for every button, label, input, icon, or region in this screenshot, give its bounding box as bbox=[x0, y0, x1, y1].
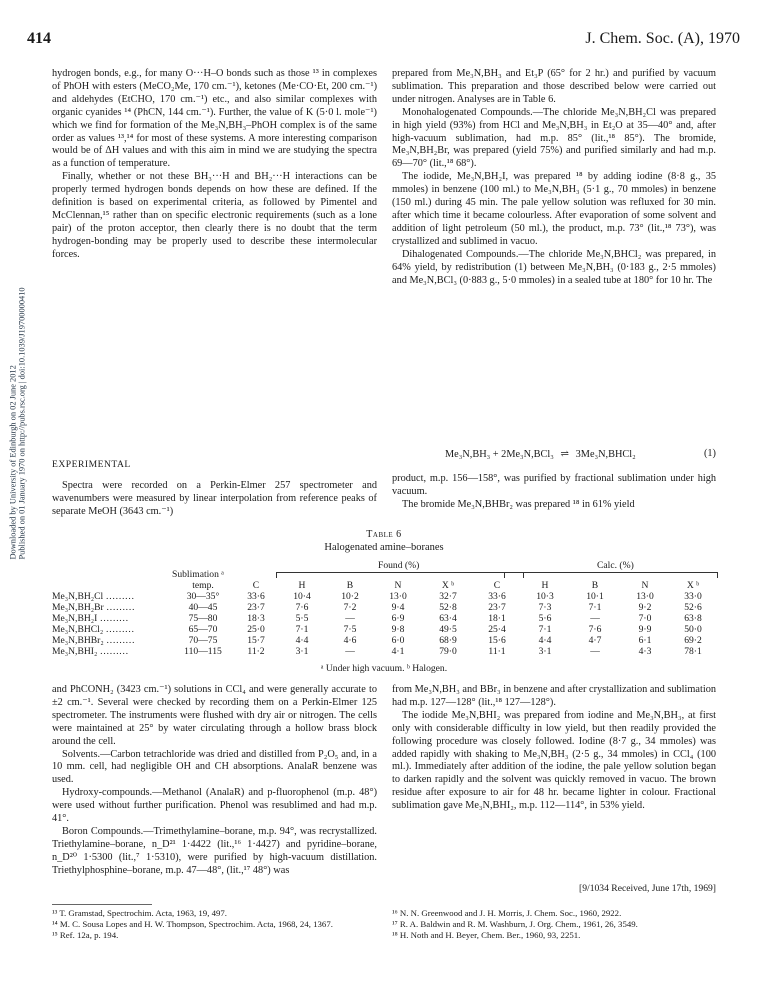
compound-cell: Me₃N,BH₂I ……… bbox=[52, 613, 129, 624]
col-header: N bbox=[394, 580, 402, 591]
calc-cell: 15·6 bbox=[488, 635, 506, 646]
compound-cell: Me₃N,BHBr₂ ……… bbox=[52, 635, 135, 646]
footnote: ¹³ T. Gramstad, Spectrochim. Acta, 1963, 19, 497. bbox=[52, 908, 227, 918]
temp-cell: 75—80 bbox=[188, 613, 218, 624]
found-cell: 4·1 bbox=[391, 646, 405, 657]
calc-brace bbox=[504, 572, 718, 578]
found-cell: 33·6 bbox=[247, 591, 265, 602]
paragraph: The iodide, Me₃N,BH₂I, was prepared ¹⁸ by adding iodine (8·8 g., 35 mmoles) in benzene (100 ml.) to Me₃N,BH₃ (5·1 g., 70 mmoles) in benzene (150 ml.) during 45 min. The pale yellow solution was refluxed for 30 min. after which time it became colourless. After evaporation of some solvent and addition of light petroleum (50 ml.), the product, m.p. 73° (lit.,¹⁸ 73°), was crystallized and sublimed in vacuo. bbox=[392, 171, 716, 247]
compound-cell: Me₃N,BHCl₂ ……… bbox=[52, 624, 135, 635]
footnote: ¹⁵ Ref. 12a, p. 194. bbox=[52, 930, 119, 940]
paragraph: Solvents.—Carbon tetrachloride was dried and distilled from P₂O₅ and, in a 10 mm. cell, had negligible OH and CH absorptions. AnalaR benzene was used. bbox=[52, 748, 377, 786]
footnote-rule bbox=[52, 904, 152, 905]
paragraph: Boron Compounds.—Trimethylamine–borane, m.p. 94°, was recrystallized. Triethylamine–borane, n_D²¹ 1·4422 (lit.,¹⁶ 1·4427) and pyridine–borane, n_D²⁰ 1·5300 (lit.,⁷ 1·5310), were purified by high-vacuum distillation. Triethylphosphine–borane, m.p. 47—48°, (lit.,¹⁷ 48°) was bbox=[52, 825, 377, 876]
right-column-mid bbox=[392, 473, 716, 512]
calc-cell: 9·2 bbox=[638, 602, 652, 613]
table-row bbox=[52, 624, 716, 635]
found-cell: 63·4 bbox=[439, 613, 457, 624]
col-header: X ᵇ bbox=[686, 580, 700, 591]
found-cell: 7·2 bbox=[343, 602, 357, 613]
table-row bbox=[52, 602, 716, 613]
right-column-top bbox=[392, 68, 716, 287]
found-cell: 13·0 bbox=[389, 591, 407, 602]
paragraph: The iodide Me₃N,BHI₂ was prepared from iodine and Me₃N,BH₃, at first only with considerable difficulty in low yield, but then readily provided the following procedure was closely followed. Iodine (8·7 g., 34 mmoles) was added rapidly with shaking to Me₃N,BH₃ (2·5 g., 34 mmoles) in CCl₄ (100 ml.). Immediately after addition of the iodine, the pale yellow solution began to darken rapidly and the solvent was quickly removed in vacuo. The brown residue after exposure to air for 48 hr. became lighter in colour. Fractional sublimation gave Me₃N,BHI₂, m.p. 112—114°, in 53% yield. bbox=[392, 709, 716, 812]
temp-cell: 110—115 bbox=[184, 646, 222, 657]
found-cell: 4·4 bbox=[295, 635, 309, 646]
found-cell: 9·8 bbox=[391, 624, 405, 635]
paragraph: Monohalogenated Compounds.—The chloride Me₃N,BH₂Cl was prepared in high yield (93%) from HCl and Me₃N,BH₃ in Et₂O at 35—40° and, after high-vacuum sublimation, had m.p. 85° (lit.,¹⁸ 85°). The bromide, Me₃N,BH₂Br, was prepared (yield 75%) and purified similarly and had m.p. 69—70° (lit.,¹⁸ 68°). bbox=[392, 106, 716, 170]
data-table bbox=[52, 580, 716, 657]
calc-cell: 10·3 bbox=[536, 591, 554, 602]
table-title: Halogenated amine–boranes bbox=[324, 542, 444, 553]
calc-cell: 33·0 bbox=[684, 591, 702, 602]
sidebar-published: Published on 01 January 1970 on http://pubs.rsc.org | doi:10.1039/J19700000410 bbox=[17, 287, 27, 560]
col-header: N bbox=[641, 580, 649, 591]
found-cell: — bbox=[345, 613, 355, 624]
footnotes-left bbox=[52, 908, 377, 941]
page-number: 414 bbox=[27, 30, 51, 47]
equilibrium-arrow-icon: ⇌ bbox=[560, 449, 570, 460]
found-cell: 6·9 bbox=[391, 613, 405, 624]
table-row bbox=[52, 646, 716, 657]
table-row bbox=[52, 591, 716, 602]
calc-cell: 50·0 bbox=[684, 624, 702, 635]
table-header-row bbox=[52, 580, 716, 591]
received-date: [9/1034 Received, June 17th, 1969] bbox=[579, 883, 716, 894]
calc-cell: 23·7 bbox=[488, 602, 506, 613]
compound-cell: Me₃N,BH₂Br ……… bbox=[52, 602, 135, 613]
calc-cell: 11·1 bbox=[488, 646, 506, 657]
temp-cell: 70—75 bbox=[188, 635, 218, 646]
found-cell: 52·8 bbox=[439, 602, 457, 613]
footnote: ¹⁶ N. N. Greenwood and J. H. Morris, J. Chem. Soc., 1960, 2922. bbox=[392, 908, 622, 918]
experimental-heading: EXPERIMENTAL bbox=[52, 459, 131, 470]
paragraph: prepared from Me₃N,BH₃ and Et₃P (65° for 2 hr.) and purified by vacuum sublimation. This preparation and those described below were carried out under nitrogen. Analyses are in Table 6. bbox=[392, 68, 716, 105]
table-footnote: ᵃ Under high vacuum. ᵇ Halogen. bbox=[320, 663, 448, 674]
calc-cell: — bbox=[590, 646, 600, 657]
calc-cell: 4·3 bbox=[638, 646, 652, 657]
found-cell: — bbox=[345, 646, 355, 657]
left-column-bottom bbox=[52, 684, 377, 878]
paragraph: Finally, whether or not these BH₃···H and BH₂···H interactions can be properly termed hydrogen bonds depends on how these are defined. If the definition is based on experimental criteria, as followed by Pimentel and McClennan,¹⁵ rather than on specific electronic requirements (such as a lone pair) of the proton acceptor, then clearly there is no doubt that the term hydrogen-bonding may be properly used to describe these intermolecular forces. bbox=[52, 171, 377, 260]
equation-lhs: Me₃N,BH₃ + 2Me₃N,BCl₃ bbox=[445, 449, 554, 460]
table-label: Table 6 bbox=[366, 529, 402, 540]
found-cell: 9·4 bbox=[391, 602, 405, 613]
col-header: C bbox=[493, 580, 501, 591]
found-cell: 6·0 bbox=[391, 635, 405, 646]
equation-rhs: 3Me₃N,BHCl₂ bbox=[575, 449, 636, 460]
footnotes-right bbox=[392, 908, 716, 941]
paragraph: Spectra were recorded on a Perkin-Elmer 257 spectrometer and wavenumbers were measured by linear interpolation from reference peaks of separate MeOH (3643 cm.⁻¹) bbox=[52, 479, 377, 517]
paragraph: The bromide Me₃N,BHBr₂ was prepared ¹⁸ in 61% yield bbox=[402, 498, 635, 510]
calc-cell: — bbox=[590, 613, 600, 624]
compound-cell: Me₃N,BHI₂ ……… bbox=[52, 646, 129, 657]
found-header: Found (%) bbox=[378, 560, 420, 571]
found-cell: 18·3 bbox=[247, 613, 265, 624]
calc-cell: 52·6 bbox=[684, 602, 702, 613]
calc-cell: 6·1 bbox=[638, 635, 652, 646]
temp-cell: 40—45 bbox=[188, 602, 218, 613]
col-header: H bbox=[541, 580, 549, 591]
found-cell: 11·2 bbox=[247, 646, 265, 657]
sublimation-header: Sublimation ᵃ bbox=[172, 569, 224, 580]
calc-cell: 10·1 bbox=[586, 591, 604, 602]
calc-cell: 78·1 bbox=[684, 646, 702, 657]
found-cell: 7·6 bbox=[295, 602, 309, 613]
right-column-bottom bbox=[392, 684, 716, 813]
calc-cell: 7·1 bbox=[588, 602, 602, 613]
temp-cell: 30—35° bbox=[186, 591, 220, 602]
calc-cell: 7·0 bbox=[638, 613, 652, 624]
table-row bbox=[52, 613, 716, 624]
found-cell: 25·0 bbox=[247, 624, 265, 635]
calc-cell: 25·4 bbox=[488, 624, 506, 635]
paragraph: product, m.p. 156—158°, was purified by fractional sublimation under high vacuum. bbox=[392, 473, 716, 497]
calc-cell: 13·0 bbox=[636, 591, 654, 602]
calc-cell: 5·6 bbox=[538, 613, 552, 624]
compound-cell: Me₃N,BH₂Cl ……… bbox=[52, 591, 135, 602]
found-cell: 15·7 bbox=[247, 635, 265, 646]
col-header: B bbox=[591, 580, 599, 591]
footnote: ¹⁷ R. A. Baldwin and R. M. Washburn, J. Org. Chem., 1961, 26, 3549. bbox=[392, 919, 638, 929]
calc-cell: 9·9 bbox=[638, 624, 652, 635]
calc-cell: 7·3 bbox=[538, 602, 552, 613]
found-cell: 7·1 bbox=[295, 624, 309, 635]
found-cell: 23·7 bbox=[247, 602, 265, 613]
col-header: B bbox=[346, 580, 354, 591]
paragraph: Dihalogenated Compounds.—The chloride Me₃N,BHCl₂ was prepared, in 64% yield, by redistribution (1) between Me₃N,BH₃ (0·183 g., 2·5 mmoles) and Me₃N,BCl₃ (0·883 g., 5·0 mmoles) in a sealed tube at 180° for 10 hr. The bbox=[392, 248, 716, 286]
calc-cell: 7·6 bbox=[588, 624, 602, 635]
found-cell: 79·0 bbox=[439, 646, 457, 657]
table-caption bbox=[52, 529, 716, 553]
calc-header: Calc. (%) bbox=[597, 560, 634, 571]
footnote: ¹⁴ M. C. Sousa Lopes and H. W. Thompson, Spectrochim. Acta, 1968, 24, 1367. bbox=[52, 919, 333, 929]
found-cell: 10·4 bbox=[293, 591, 311, 602]
temp-header: temp. bbox=[192, 580, 214, 591]
calc-cell: 33·6 bbox=[488, 591, 506, 602]
col-header: X ᵇ bbox=[441, 580, 455, 591]
calc-cell: 69·2 bbox=[684, 635, 702, 646]
calc-cell: 18·1 bbox=[488, 613, 506, 624]
left-column-top bbox=[52, 68, 377, 262]
sidebar-downloaded: Downloaded by University of Edinburgh on 02 June 2012 bbox=[8, 365, 18, 560]
footnote: ¹⁸ H. Noth and H. Beyer, Chem. Ber., 1960, 93, 2251. bbox=[392, 930, 581, 940]
found-cell: 32·7 bbox=[439, 591, 457, 602]
found-brace bbox=[276, 572, 524, 578]
paragraph: from Me₃N,BH₃ and BBr₃ in benzene and after crystallization and sublimation had m.p. 127—128° (lit.,¹⁸ 127—128°). bbox=[392, 684, 716, 708]
found-cell: 10·2 bbox=[341, 591, 359, 602]
col-header: C bbox=[252, 580, 260, 591]
found-cell: 3·1 bbox=[295, 646, 309, 657]
paragraph: hydrogen bonds, e.g., for many O···H–O bonds such as those ¹³ in complexes of PhOH with esters (MeCO₂Me, 170 cm.⁻¹), ketones (Me·CO·Et, 200 cm.⁻¹) and aldehydes (EtCHO, 170 cm.⁻¹) etc., and also similar complexes with organic cyanides ¹⁴ (PhCN, 144 cm.⁻¹). Further, the value of K (5·0 l. mole⁻¹) which we find for formation of the Me₃N,BH₃–PhOH complex is of the same order as values ¹³,¹⁴ for most of these systems. A more interesting comparison would be of ΔH values and with this aim in mind we are studying the spectra as a function of temperature. bbox=[52, 68, 377, 170]
paragraph: Hydroxy-compounds.—Methanol (AnalaR) and p-fluorophenol (m.p. 48°) were used without further purification. Phenol was resublimed and had m.p. 41°. bbox=[52, 787, 377, 825]
found-cell: 49·5 bbox=[439, 624, 457, 635]
calc-cell: 4·4 bbox=[538, 635, 552, 646]
calc-cell: 7·1 bbox=[538, 624, 552, 635]
journal-header: J. Chem. Soc. (A), 1970 bbox=[585, 30, 740, 47]
sidebar bbox=[0, 130, 27, 560]
paragraph: and PhCONH₂ (3423 cm.⁻¹) solutions in CCl₄ and were generally accurate to ±2 cm.⁻¹. Several were checked by recording them on a Perkin-Elmer 125 spectrometer. The instruments were flushed with dry air or nitrogen. The cells were maintained at 25° by water circulating through a hollow brass block around the cell. bbox=[52, 684, 377, 747]
temp-cell: 65—70 bbox=[188, 624, 218, 635]
calc-cell: 3·1 bbox=[538, 646, 552, 657]
experimental-section bbox=[52, 459, 377, 519]
found-cell: 7·5 bbox=[343, 624, 357, 635]
table-row bbox=[52, 635, 716, 646]
equation-1 bbox=[445, 448, 716, 460]
found-cell: 5·5 bbox=[295, 613, 309, 624]
equation-number: (1) bbox=[703, 448, 716, 459]
calc-cell: 4·7 bbox=[588, 635, 602, 646]
calc-cell: 63·8 bbox=[684, 613, 702, 624]
found-cell: 4·6 bbox=[343, 635, 357, 646]
found-cell: 68·9 bbox=[439, 635, 457, 646]
col-header: H bbox=[298, 580, 306, 591]
